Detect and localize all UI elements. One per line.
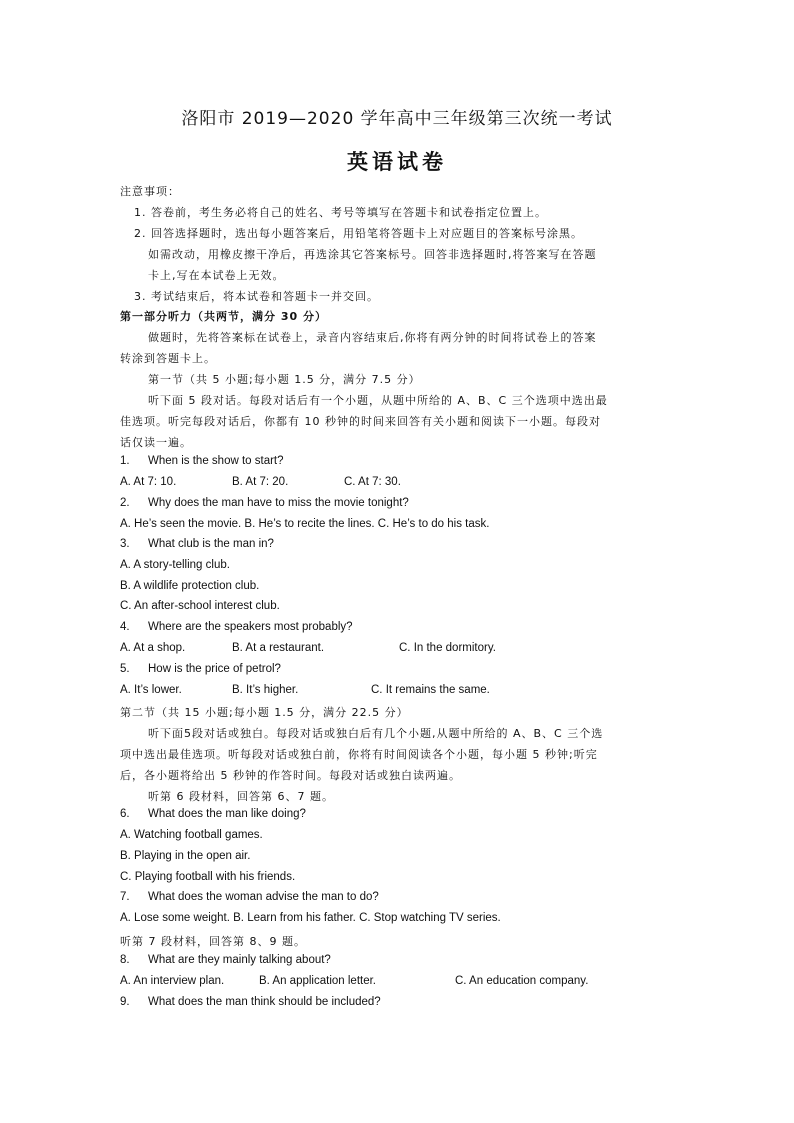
question-number: 6. [120, 808, 130, 820]
question-number: 5. [120, 663, 130, 675]
part1-intro: 做题时，先将答案标在试卷上，录音内容结束后,你将有两分钟的时间将试卷上的答案 [148, 331, 597, 344]
question-text: What club is the man in? [148, 538, 274, 550]
notice-item-2: 2. 回答选择题时，选出每小题答案后，用铅笔将答题卡上对应题目的答案标号涂黑。 [134, 227, 583, 240]
question-6-option-c: C. Playing football with his friends. [120, 871, 296, 883]
question-text: What does the woman advise the man to do? [148, 891, 379, 903]
option-c: C. An education company. [455, 975, 589, 987]
question-7-options: A. Lose some weight. B. Learn from his father. C. Stop watching TV series. [120, 912, 501, 924]
question-4-options [120, 642, 496, 654]
option-b: B. At a restaurant. [232, 642, 325, 654]
question-2 [120, 497, 409, 509]
question-3-option-a: A. A story-telling club. [120, 559, 230, 571]
option-a: A. An interview plan. [120, 975, 225, 987]
option-a: A. It’s lower. [120, 684, 182, 696]
question-number: 3. [120, 538, 130, 550]
question-3-option-b: B. A wildlife protection club. [120, 580, 260, 592]
question-text: When is the show to start? [148, 455, 284, 467]
question-text: How is the price of petrol? [148, 663, 281, 675]
question-number: 4. [120, 621, 130, 633]
option-b: B. An application letter. [259, 975, 376, 987]
question-5 [120, 663, 281, 675]
option-b: B. It’s higher. [232, 684, 299, 696]
part1-intro-cont: 转涂到答题卡上。 [120, 352, 216, 365]
question-5-options [120, 684, 490, 696]
option-c: C. At 7: 30. [344, 476, 401, 488]
question-6-option-b: B. Playing in the open air. [120, 850, 251, 862]
question-7 [120, 891, 379, 903]
notice-item-3: 3. 考试结束后，将本试卷和答题卡一并交回。 [134, 290, 379, 303]
question-2-options: A. He’s seen the movie. B. He’s to recite the lines. C. He’s to do his task. [120, 518, 490, 530]
question-3 [120, 538, 274, 550]
notice-item-1: 1. 答卷前，考生务必将自己的姓名、考号等填写在答题卡和试卷指定位置上。 [134, 206, 547, 219]
question-6 [120, 808, 306, 820]
option-c: C. In the dormitory. [399, 642, 496, 654]
question-number: 1. [120, 455, 130, 467]
question-1-options [120, 476, 401, 488]
question-text: What does the man like doing? [148, 808, 306, 820]
section1-intro: 听下面 5 段对话。每段对话后有一个小题，从题中所给的 A、B、C 三个选项中选出最 [148, 394, 608, 407]
question-number: 2. [120, 497, 130, 509]
notice-item-2-cont: 如需改动，用橡皮擦干净后，再选涂其它答案标号。回答非选择题时,将答案写在答题 [148, 248, 597, 261]
question-8 [120, 954, 331, 966]
exam-title: 洛阳市 2019—2020 学年高中三年级第三次统一考试 [181, 109, 613, 129]
question-text: What does the man think should be included? [148, 996, 381, 1008]
notice-heading: 注意事项： [120, 185, 180, 198]
exam-subtitle: 英语试卷 [347, 150, 447, 174]
question-1 [120, 455, 284, 467]
question-number: 9. [120, 996, 130, 1008]
notice-item-2-cont2: 卡上,写在本试卷上无效。 [148, 269, 285, 282]
option-a: A. At 7: 10. [120, 476, 177, 488]
question-3-option-c: C. An after-school interest club. [120, 600, 280, 612]
question-6-option-a: A. Watching football games. [120, 829, 263, 841]
question-number: 7. [120, 891, 130, 903]
section2-intro: 听下面5段对话或独白。每段对话或独白后有几个小题,从题中所给的 A、B、C 三个选 [148, 727, 604, 740]
section1-intro-cont2: 话仅读一遍。 [120, 436, 192, 449]
material-7-note: 听第 7 段材料，回答第 8、9 题。 [120, 935, 306, 948]
section1-heading: 第一节（共 5 小题;每小题 1.5 分，满分 7.5 分） [148, 373, 421, 386]
option-c: C. It remains the same. [371, 684, 490, 696]
material-6-note: 听第 6 段材料，回答第 6、7 题。 [148, 790, 334, 803]
section2-intro-cont: 项中选出最佳选项。听每段对话或独白前，你将有时间阅读各个小题，每小题 5 秒钟;听完 [120, 748, 598, 761]
question-text: Why does the man have to miss the movie tonight? [148, 497, 409, 509]
question-text: What are they mainly talking about? [148, 954, 331, 966]
question-9 [120, 996, 381, 1008]
option-b: B. At 7: 20. [232, 476, 289, 488]
question-number: 8. [120, 954, 130, 966]
part1-heading: 第一部分听力（共两节，满分 30 分） [120, 310, 327, 323]
question-text: Where are the speakers most probably? [148, 621, 353, 633]
question-4 [120, 621, 353, 633]
section1-intro-cont: 佳选项。听完每段对话后，你都有 10 秒钟的时间来回答有关小题和阅读下一小题。每段对 [120, 415, 601, 428]
option-a: A. At a shop. [120, 642, 186, 654]
section2-heading: 第二节（共 15 小题;每小题 1.5 分，满分 22.5 分） [120, 706, 409, 719]
section2-intro-cont2: 后，各小题将给出 5 秒钟的作答时间。每段对话或独白读两遍。 [120, 769, 461, 782]
question-8-options [120, 975, 588, 987]
